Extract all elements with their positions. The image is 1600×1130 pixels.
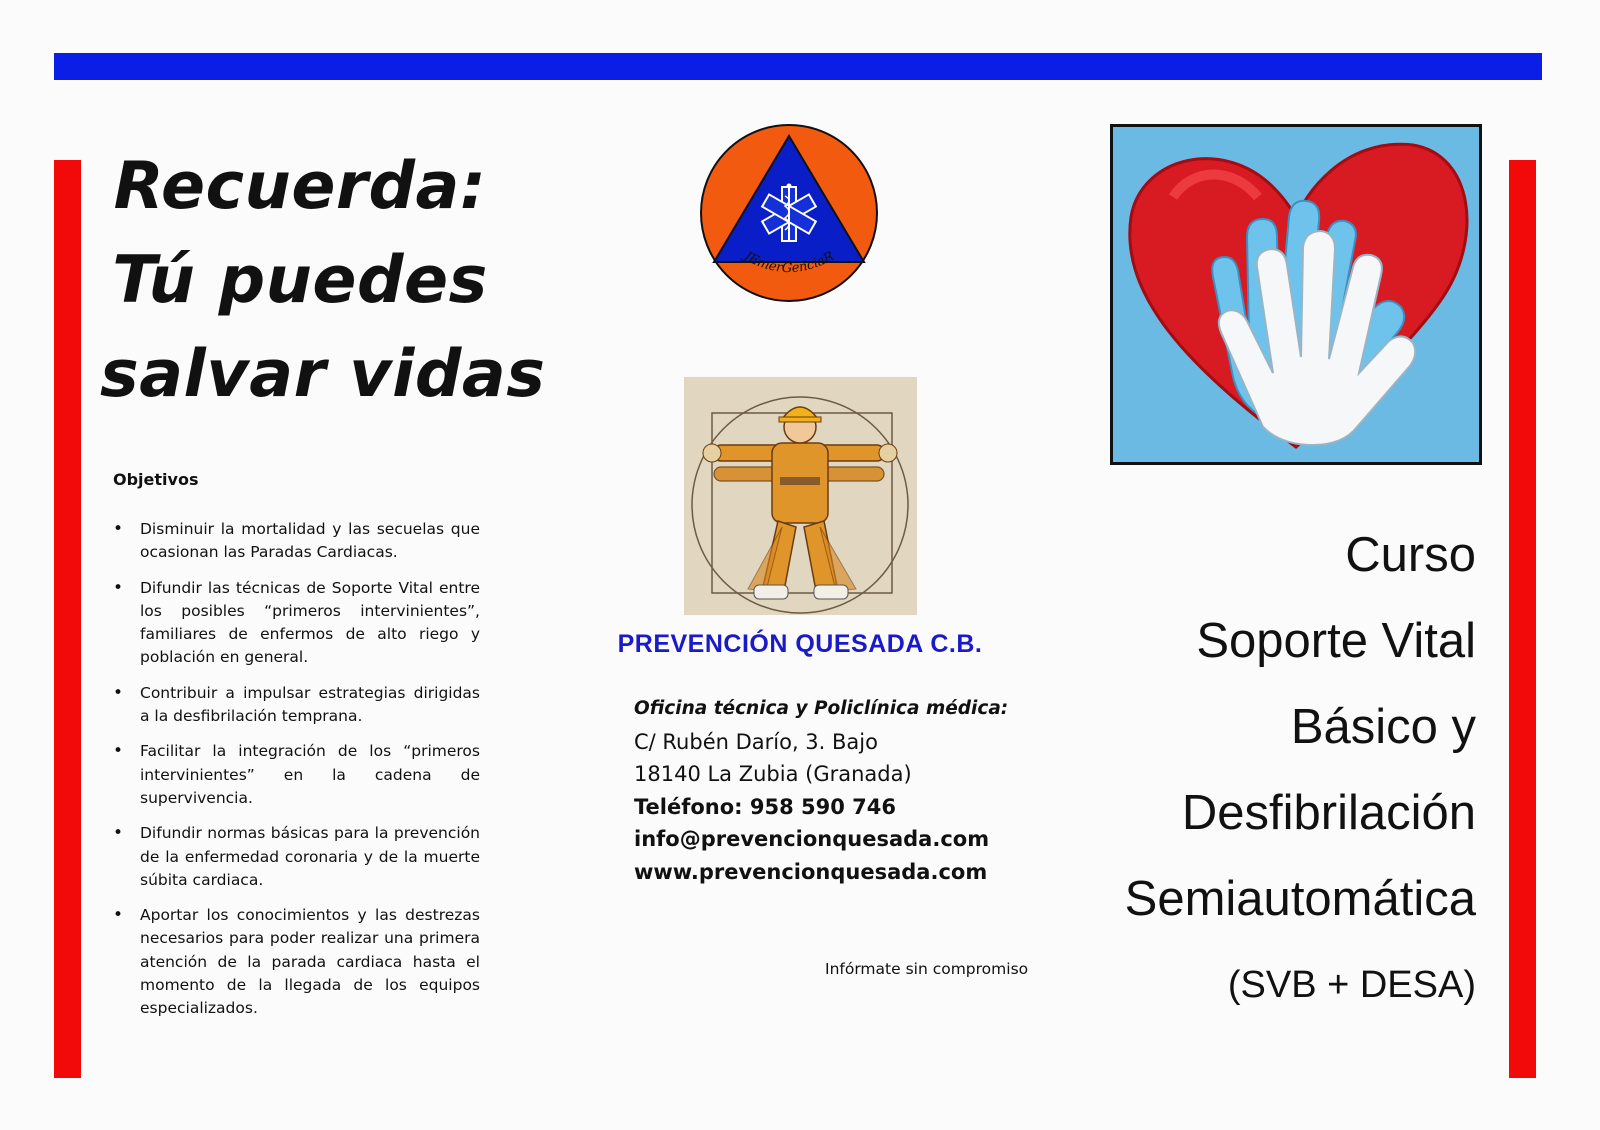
contact-block <box>634 693 1008 888</box>
objectives-list <box>113 518 480 1033</box>
left-red-bar <box>54 160 81 1078</box>
course-line: Curso <box>1345 528 1476 582</box>
slogan-line: Recuerda: <box>113 149 487 224</box>
course-line: Semiautomática <box>1124 872 1476 926</box>
course-line: Básico y <box>1290 700 1476 754</box>
course-title <box>1056 512 1476 1028</box>
list-item: • Facilitar la integración de los “primeros intervinientes” en la cadena de supervivencia. <box>113 740 480 810</box>
cpr-heart-image <box>1110 124 1482 465</box>
logo-text: JEmerGenciaR <box>741 248 837 277</box>
course-line: Soporte Vital <box>1196 614 1476 668</box>
vitruvian-worker-image <box>684 377 917 615</box>
course-line: Desfibrilación <box>1181 786 1476 840</box>
slogan <box>100 140 546 422</box>
list-item: • Aportar los conocimientos y las destrezas necesarios para poder realizar una primera atención de la parada cardiaca hasta el momento de la llegada de los equipos especializados. <box>113 904 480 1020</box>
top-blue-bar <box>54 53 1542 80</box>
phone: Teléfono: 958 590 746 <box>634 794 896 819</box>
course-acronym: (SVB + DESA) <box>1227 964 1476 1006</box>
heart-hands-icon <box>1113 127 1479 462</box>
emergency-logo-icon <box>698 122 880 304</box>
slogan-line: Tú puedes <box>112 243 488 318</box>
company-name: PREVENCIÓN QUESADA C.B. <box>617 630 983 658</box>
address-line: 18140 La Zubia (Granada) <box>634 762 912 786</box>
info-note: Infórmate sin compromiso <box>825 960 1029 978</box>
list-item: • Difundir las técnicas de Soporte Vital entre los posibles “primeros intervinientes”, familiares de enfermos de alto riego y población en general. <box>113 577 480 670</box>
right-red-bar <box>1509 160 1536 1078</box>
office-label: Oficina técnica y Policlínica médica: <box>634 698 1009 719</box>
website: www.prevencionquesada.com <box>634 859 988 884</box>
list-item: • Disminuir la mortalidad y las secuelas que ocasionan las Paradas Cardiacas. <box>113 518 480 565</box>
objectives-title: Objetivos <box>113 470 199 489</box>
list-item: • Contribuir a impulsar estrategias dirigidas a la desfibrilación temprana. <box>113 682 480 729</box>
slogan-line: salvar vidas <box>100 337 546 412</box>
address-line: C/ Rubén Darío, 3. Bajo <box>634 729 878 754</box>
list-item: • Difundir normas básicas para la prevención de la enfermedad coronaria y de la muerte súbita cardiaca. <box>113 822 480 892</box>
email: info@prevencionquesada.com <box>634 827 990 851</box>
